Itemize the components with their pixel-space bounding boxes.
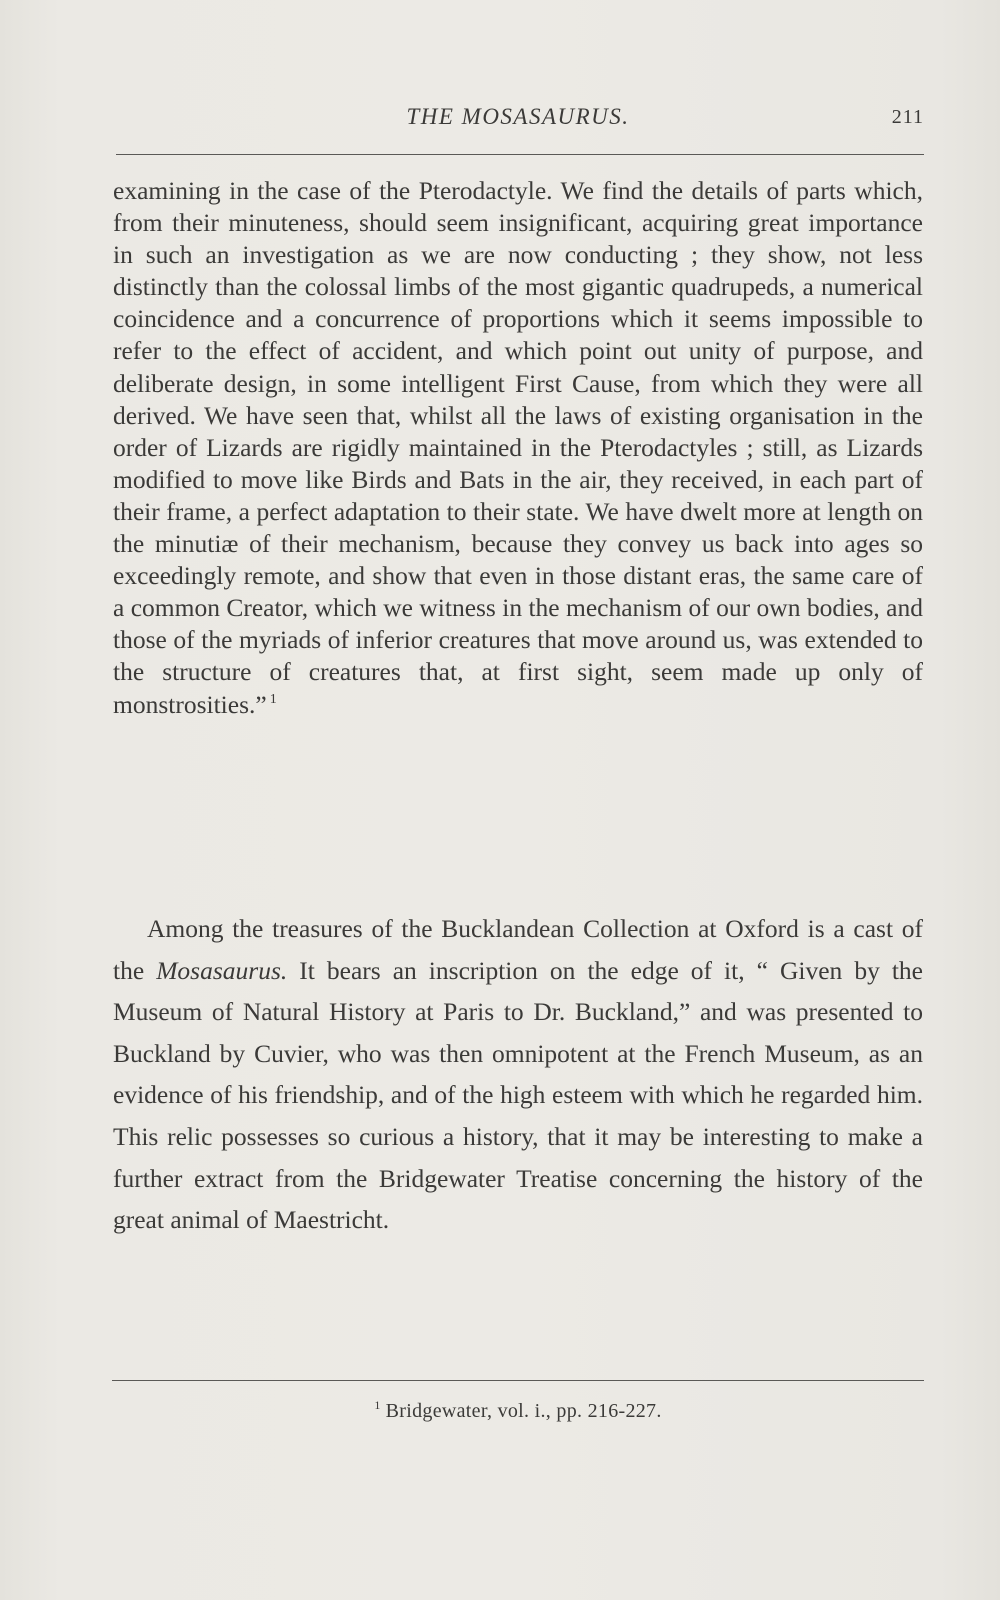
italic-species-name: Mosasaurus. xyxy=(156,955,288,985)
paragraph-1 xyxy=(113,175,923,721)
paragraph-1-text xyxy=(113,175,923,721)
footnote xyxy=(112,1400,924,1423)
page-number: 211 xyxy=(891,106,924,128)
paragraph-1-body: examining in the case of the Pterodactyle. We find the details of parts which, from their minuteness, should seem insignificant, acquiring great importance in such an investigation as we are now conducting ; they show, not less distinctly than the colossal limbs of the most gigantic quadrupeds, a numerical coincidence and a concurrence of proportions which it seems impossible to refer to the effect of accident, and which point out unity of purpose, and deliberate design, in some intelligent First Cause, from which they were all derived. We have seen that, whilst all the laws of existing organisation in the order of Lizards are rigidly maintained in the Pterodactyles ; still, as Lizards modified to move like Birds and Bats in the air, they received, in each part of their frame, a perfect adaptation to their state. We have dwelt more at length on the minutiæ of their mechanism, because they convey us back into ages so exceedingly remote, and show that even in those distant eras, the same care of a common Creator, which we witness in the mechanism of our own bodies, and those of the myriads of inferior creatures that move around us, was extended to the structure of creatures that, at first sight, seem made up only of monstrosities.” xyxy=(113,176,923,719)
footnote-reference: 1 xyxy=(269,692,277,707)
footnote-mark: 1 xyxy=(374,1398,381,1413)
paragraph-2 xyxy=(113,908,923,1241)
paragraph-2-text xyxy=(113,908,923,1241)
paragraph-2-lead: Among the treasures of the Bucklandean Collection at Oxford is a cast of the xyxy=(113,914,923,985)
paragraph-2-rest: It bears an inscription on the edge of it, “ Given by the Museum of Natural History at Paris to Dr. Buckland,” and was presented to Buckland by Cuvier, who was then omnipotent at the French Museum, as an evidence of his friendship, and of the high esteem with which he regarded him. This relic possesses so curious a history, that it may be interesting to make a further extract from the Bridgewater Treatise concerning the history of the great animal of Maestricht. xyxy=(113,955,923,1235)
running-head xyxy=(112,104,924,136)
running-title: THE MOSASAURUS. xyxy=(406,104,630,129)
footnote-rule xyxy=(112,1380,924,1381)
header-rule xyxy=(116,154,924,155)
footnote-text: Bridgewater, vol. i., pp. 216-227. xyxy=(385,1400,662,1422)
